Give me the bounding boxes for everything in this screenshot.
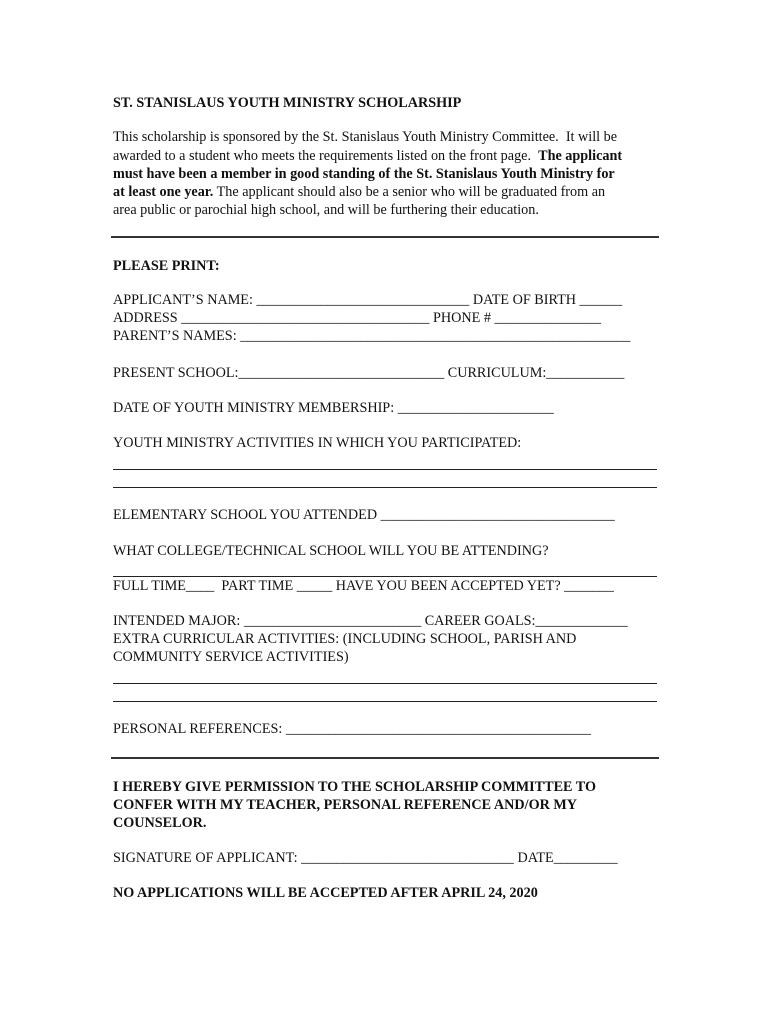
personal-references-field[interactable]: PERSONAL REFERENCES: ___________________________________________ [113, 721, 591, 737]
intro-line-1: This scholarship is sponsored by the St. Stanislaus Youth Ministry Committee. It will be [113, 129, 618, 145]
parents-names-field[interactable]: PARENT’S NAMES: _______________________________________________________ [113, 328, 631, 344]
extra-curricular-label-line-1: EXTRA CURRICULAR ACTIVITIES: (INCLUDING SCHOOL, PARISH AND [113, 631, 577, 647]
extra-curricular-label-line-2: COMMUNITY SERVICE ACTIVITIES) [113, 649, 349, 665]
deadline-notice: NO APPLICATIONS WILL BE ACCEPTED AFTER APRIL 24, 2020 [113, 885, 538, 901]
enrollment-status-field[interactable]: FULL TIME____ PART TIME _____ HAVE YOU BEEN ACCEPTED YET? _______ [113, 578, 614, 594]
intro-line-2: awarded to a student who meets the requirements listed on the front page. The applicant [113, 148, 623, 164]
elementary-school-field[interactable]: ELEMENTARY SCHOOL YOU ATTENDED _________________________________ [113, 507, 615, 523]
section-divider-top [111, 236, 659, 238]
permission-line-3: COUNSELOR. [113, 815, 207, 831]
activities-answer-line-2[interactable] [113, 487, 657, 488]
college-label: WHAT COLLEGE/TECHNICAL SCHOOL WILL YOU BE ATTENDING? [113, 543, 549, 559]
extra-curricular-answer-line-1[interactable] [113, 683, 657, 684]
intro-line-3: must have been a member in good standing of the St. Stanislaus Youth Ministry for [113, 166, 615, 182]
intended-major-field[interactable]: INTENDED MAJOR: _________________________ CAREER GOALS:_____________ [113, 613, 628, 629]
extra-curricular-answer-line-2[interactable] [113, 701, 657, 702]
activities-answer-line-1[interactable] [113, 469, 657, 470]
membership-date-field[interactable]: DATE OF YOUTH MINISTRY MEMBERSHIP: ______________________ [113, 400, 554, 416]
section-divider-bottom [111, 757, 659, 759]
present-school-field[interactable]: PRESENT SCHOOL:_____________________________ CURRICULUM:___________ [113, 365, 625, 381]
applicant-name-field[interactable]: APPLICANT’S NAME: ______________________________ DATE OF BIRTH ______ [113, 292, 623, 308]
signature-field[interactable]: SIGNATURE OF APPLICANT: ______________________________ DATE_________ [113, 850, 618, 866]
address-field[interactable]: ADDRESS ___________________________________ PHONE # _______________ [113, 310, 601, 326]
activities-label: YOUTH MINISTRY ACTIVITIES IN WHICH YOU PARTICIPATED: [113, 435, 522, 451]
intro-line-4: at least one year. The applicant should also be a senior who will be graduated from an [113, 184, 606, 200]
please-print-heading: PLEASE PRINT: [113, 258, 220, 274]
permission-line-2: CONFER WITH MY TEACHER, PERSONAL REFERENCE AND/OR MY [113, 797, 578, 813]
intro-line-5: area public or parochial high school, and will be furthering their education. [113, 202, 539, 218]
document-title: ST. STANISLAUS YOUTH MINISTRY SCHOLARSHIP [113, 95, 462, 111]
permission-line-1: I HEREBY GIVE PERMISSION TO THE SCHOLARSHIP COMMITTEE TO [113, 779, 597, 795]
